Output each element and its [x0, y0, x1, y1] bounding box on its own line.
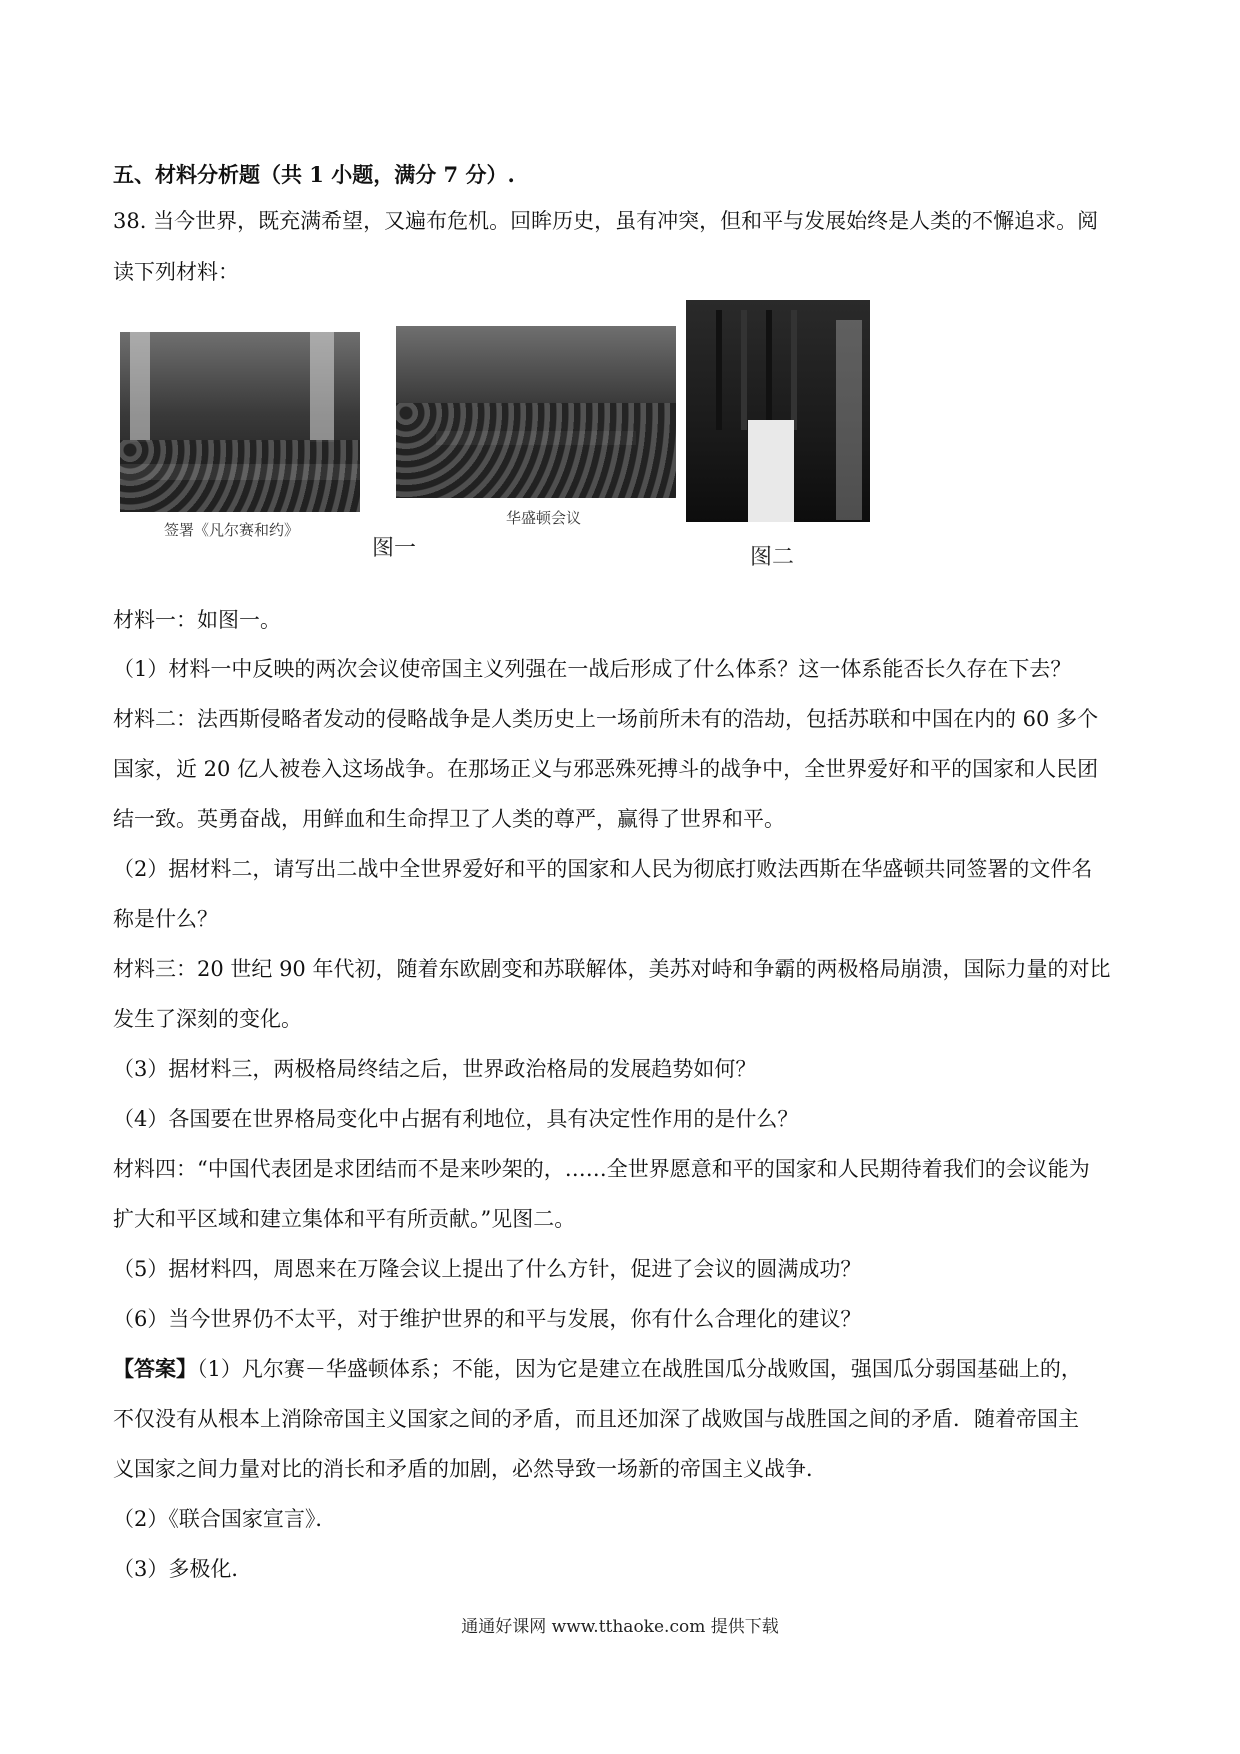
page-footer: 通通好课网 www.tthaoke.com 提供下载 — [461, 1617, 779, 1637]
material-line: 材料二：法西斯侵略者发动的侵略战争是人类历史上一场前所未有的浩劫，包括苏联和中国在内的 60 多个 — [113, 707, 1099, 731]
figure-two — [686, 300, 870, 570]
question-line: （6）当今世界仍不太平，对于维护世界的和平与发展，你有什么合理化的建议？ — [113, 1307, 862, 1331]
question-line: （3）据材料三，两极格局终结之后，世界政治格局的发展趋势如何？ — [113, 1057, 757, 1081]
material-line: 材料一：如图一。 — [113, 608, 281, 632]
material-line: 扩大和平区域和建立集体和平有所贡献。”见图二。 — [113, 1207, 576, 1231]
answer-text: （1）凡尔赛－华盛顿体系；不能，因为它是建立在战胜国瓜分战败国，强国瓜分弱国基础上的， — [197, 1357, 1082, 1381]
question-line: （1）材料一中反映的两次会议使帝国主义列强在一战后形成了什么体系？这一体系能否长久存在下去？ — [113, 657, 1072, 681]
answer-line — [113, 1354, 1145, 1384]
answer-tag: 【答案】 — [113, 1356, 197, 1381]
question-line: （2）据材料二，请写出二战中全世界爱好和平的国家和人民为彻底打败法西斯在华盛顿共同签署的文件名 — [113, 857, 1093, 881]
answer-line: （3）多极化． — [113, 1557, 253, 1581]
question-line: （5）据材料四，周恩来在万隆会议上提出了什么方针，促进了会议的圆满成功？ — [113, 1257, 862, 1281]
material-line: 材料四：“中国代表团是求团结而不是来吵架的，……全世界愿意和平的国家和人民期待着我们的会议能为 — [113, 1157, 1090, 1181]
section-title: 五、材料分析题（共 1 小题，满分 7 分）. — [113, 162, 515, 187]
question-line: 读下列材料： — [113, 260, 239, 284]
photo-washington-conference — [396, 326, 676, 498]
question-line: 38. 当今世界，既充满希望，又遍布危机。回眸历史，虽有冲突，但和平与发展始终是人类的不懈追求。阅 — [113, 209, 1099, 233]
material-line: 发生了深刻的变化。 — [113, 1007, 302, 1031]
answer-line: （2）《联合国家宣言》． — [113, 1507, 337, 1531]
material-line: 国家，近 20 亿人被卷入这场战争。在那场正义与邪恶殊死搏斗的战争中，全世界爱好和平的国家和人民团 — [113, 757, 1099, 781]
figure-label: 图一 — [372, 536, 417, 561]
photo-caption: 签署《凡尔赛和约》 — [164, 521, 300, 539]
figure-one — [114, 326, 674, 566]
photo-caption: 华盛顿会议 — [506, 509, 582, 527]
answer-line: 不仅没有从根本上消除帝国主义国家之间的矛盾，而且还加深了战败国与战胜国之间的矛盾．随着帝国主 — [113, 1407, 1079, 1431]
photo-bandung-conference — [686, 300, 870, 522]
question-line: （4）各国要在世界格局变化中占据有利地位，具有决定性作用的是什么？ — [113, 1107, 799, 1131]
question-line: 称是什么？ — [113, 907, 218, 931]
material-line: 结一致。英勇奋战，用鲜血和生命捍卫了人类的尊严，赢得了世界和平。 — [113, 807, 785, 831]
figure-label: 图二 — [750, 545, 795, 570]
answer-line: 义国家之间力量对比的消长和矛盾的加剧，必然导致一场新的帝国主义战争． — [113, 1457, 827, 1481]
material-line: 材料三：20 世纪 90 年代初，随着东欧剧变和苏联解体，美苏对峙和争霸的两极格局崩溃，国际力量的对比 — [113, 957, 1111, 981]
photo-versailles-treaty — [120, 332, 360, 512]
